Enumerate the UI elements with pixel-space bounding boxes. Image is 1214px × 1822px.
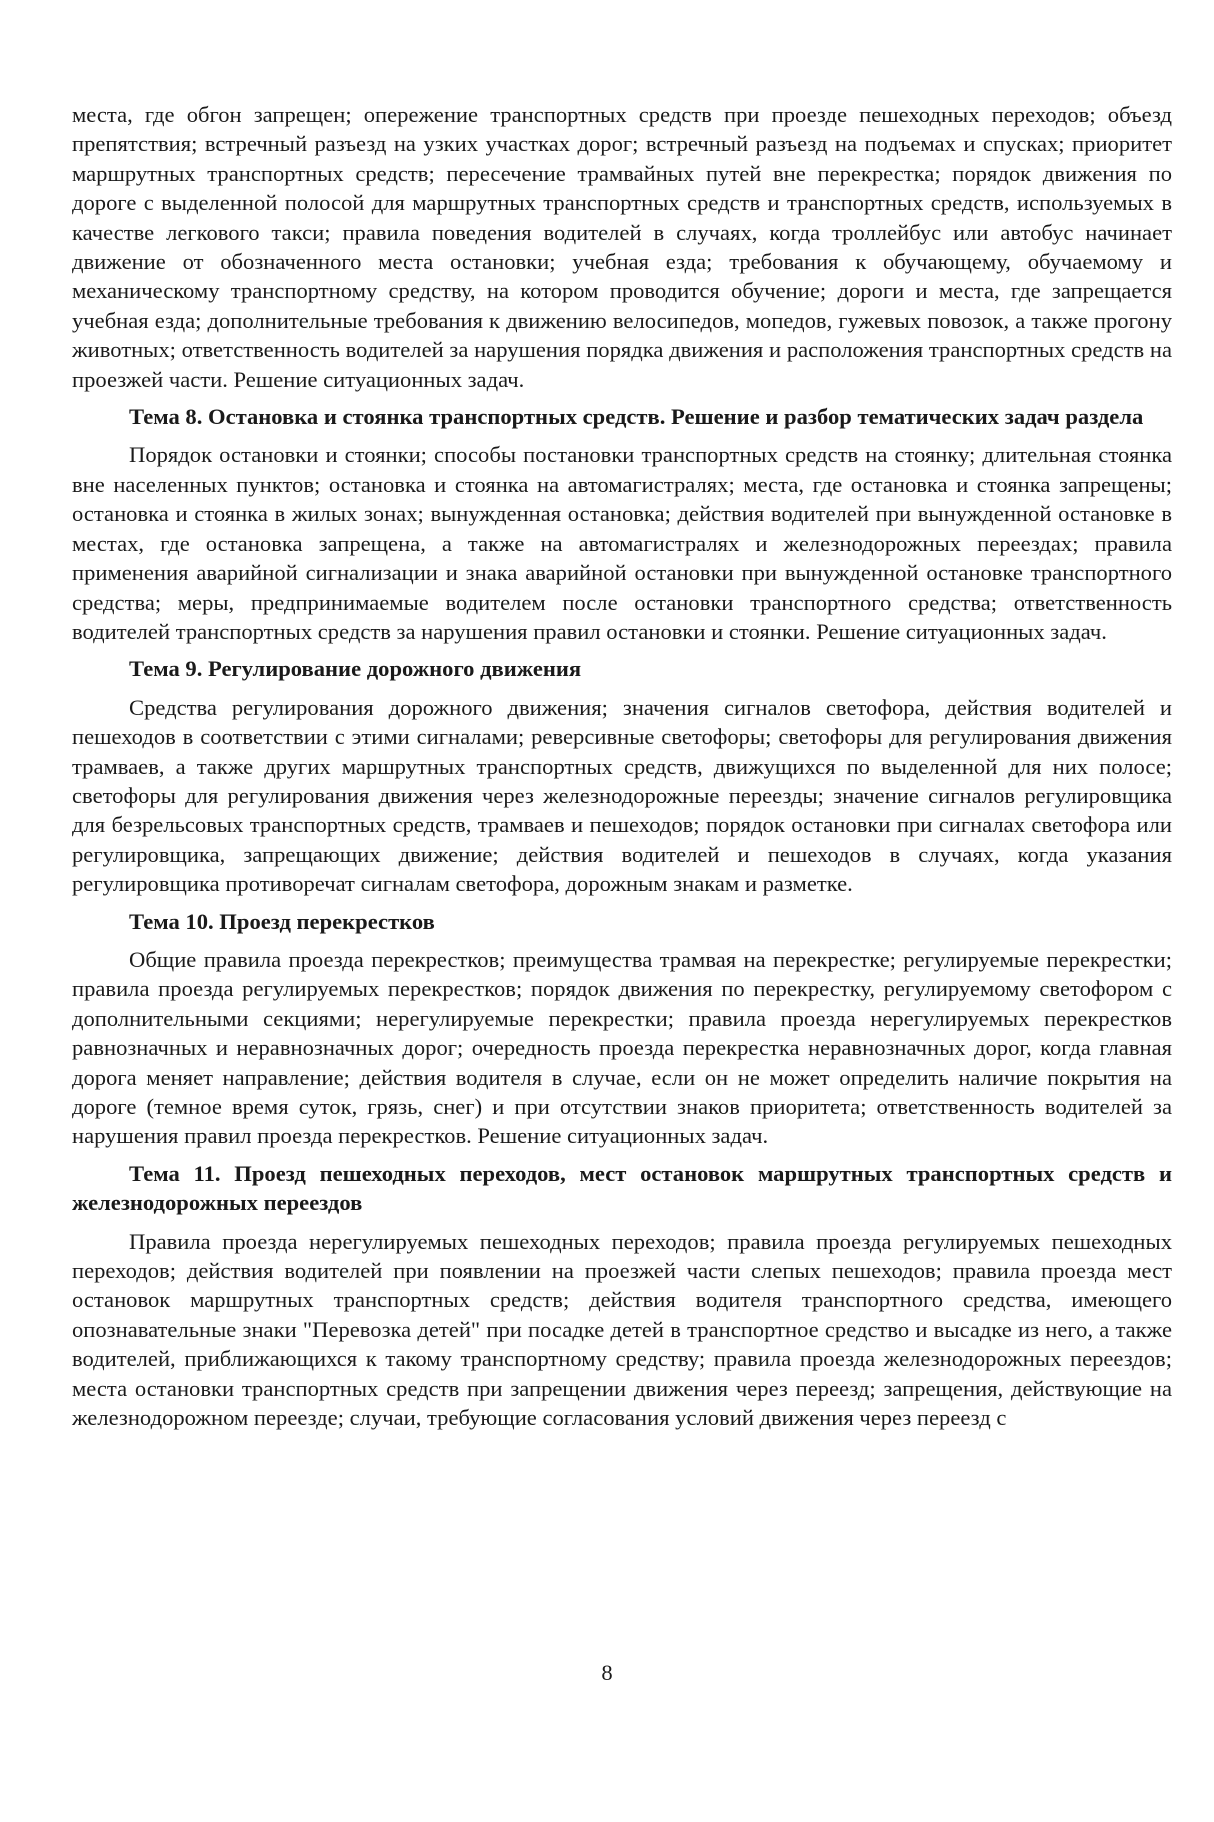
paragraph-continuation: места, где обгон запрещен; опережение транспортных средств при проезде пешеходных переходов; объезд препятствия; встречный разъезд на узких участках дорог; встречный разъезд на подъемах и спусках; приоритет маршрутных транспортных средств; пересечение трамвайных путей вне перекрестка; порядок движения по дороге с выделенной полосой для маршрутных транспортных средств и транспортных средств, используемых в качестве легкового такси; правила поведения водителей в случаях, когда троллейбус или автобус начинает движение от обозначенного места остановки; учебная езда; требования к обучающему, обучаемому и механическому транспортному средству, на котором проводится обучение; дороги и места, где запрещается учебная езда; дополнительные требования к движению велосипедов, мопедов, гужевых повозок, а также прогону животных; ответственность водителей за нарушения порядка движения и расположения транспортных средств на проезжей части. Решение ситуационных задач. [72,102,1172,392]
paragraph-topic-10: Общие правила проезда перекрестков; преимущества трамвая на перекрестке; регулируемые перекрестки; правила проезда регулируемых перекрестков; порядок движения по перекрестку, регулируемому светофором с дополнительными секциями; нерегулируемые перекрестки; правила проезда нерегулируемых перекрестков равнозначных и неравнозначных дорог; очередность проезда перекрестка неравнозначных дорог, когда главная дорога меняет направление; действия водителя в случае, если он не может определить наличие покрытия на дороге (темное время суток, грязь, снег) и при отсутствии знаков приоритета; ответственность водителей за нарушения правил проезда перекрестков. Решение ситуационных задач. [72,946,1172,1149]
heading-topic-11: Тема 11. Проезд пешеходных переходов, мест остановок маршрутных транспортных средств и железнодорожных переездов [72,1160,1172,1216]
heading-topic-9: Тема 9. Регулирование дорожного движения [129,656,582,682]
heading-topic-8: Тема 8. Остановка и стоянка транспортных средств. Решение и разбор тематических задач раздела [129,404,1144,430]
paragraph-topic-8: Порядок остановки и стоянки; способы постановки транспортных средств на стоянку; длительная стоянка вне населенных пунктов; остановка и стоянка на автомагистралях; места, где остановка и стоянка запрещены; остановка и стоянка в жилых зонах; вынужденная остановка; действия водителей при вынужденной остановке в местах, где остановка запрещена, а также на автомагистралях и железнодорожных переездах; правила применения аварийной сигнализации и знака аварийной остановки при вынужденной остановке транспортного средства; меры, предпринимаемые водителем после остановки транспортного средства; ответственность водителей транспортных средств за нарушения правил остановки и стоянки. Решение ситуационных задач. [72,442,1172,644]
paragraph-topic-9: Средства регулирования дорожного движения; значения сигналов светофора, действия водителей и пешеходов в соответствии с этими сигналами; реверсивные светофоры; светофоры для регулирования движения трамваев, а также других маршрутных транспортных средств, движущихся по выделенной для них полосе; светофоры для регулирования движения через железнодорожные переезды; значение сигналов регулировщика для безрельсовых транспортных средств, трамваев и пешеходов; порядок остановки при сигналах светофора или регулировщика, запрещающих движение; действия водителей и пешеходов в случаях, когда указания регулировщика противоречат сигналам светофора, дорожным знакам и разметке. [72,694,1172,897]
document-page [72,100,1172,1432]
paragraph-topic-11: Правила проезда нерегулируемых пешеходных переходов; правила проезда регулируемых пешеходных переходов; действия водителей при появлении на проезжей части слепых пешеходов; правила проезда мест остановок маршрутных транспортных средств; действия водителя транспортного средства, имеющего опознавательные знаки "Перевозка детей" при посадке детей в транспортное средство и высадке из него, а также водителей, приближающихся к такому транспортному средству; правила проезда железнодорожных переездов; места остановки транспортных средств при запрещении движения через переезд; запрещения, действующие на железнодорожном переезде; случаи, требующие согласования условий движения через переезд с [72,1228,1172,1431]
heading-topic-10: Тема 10. Проезд перекрестков [129,908,435,934]
page-number: 8 [601,1660,613,1685]
